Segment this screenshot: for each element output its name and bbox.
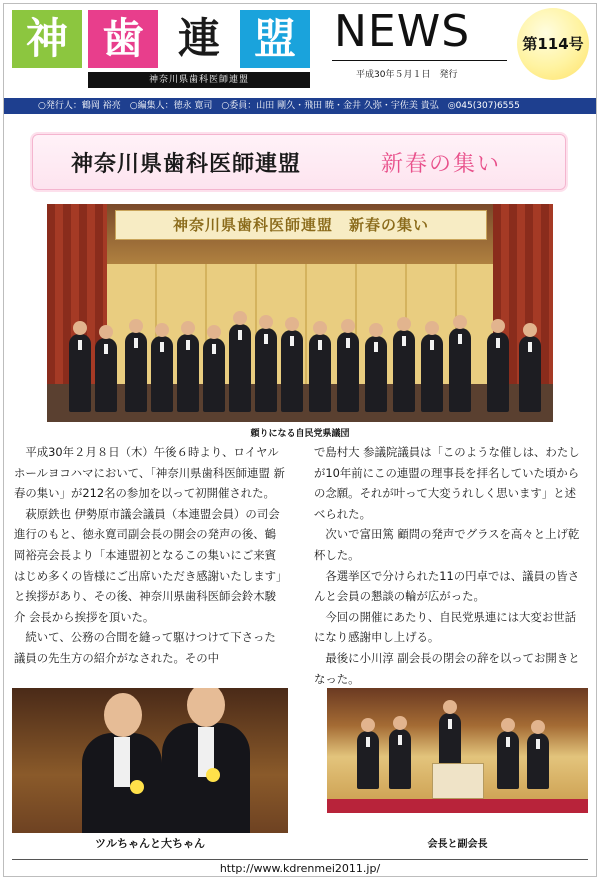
news-title: NEWS: [334, 6, 471, 57]
headline-subtitle: 新春の集い: [381, 152, 502, 177]
person-figure: [439, 713, 461, 769]
article-column-left: [14, 442, 286, 669]
logo-tile-4: 盟: [240, 10, 310, 68]
article-paragraph: 次いで富田篤 顧問の発声でグラスを高々と上げ乾杯した。: [314, 527, 580, 562]
person-figure: [309, 334, 331, 412]
issue-number-badge: 第114号: [517, 8, 589, 80]
person-figure: [487, 332, 509, 412]
person-figure: [82, 733, 162, 833]
newsletter-page: [3, 3, 597, 877]
person-figure: [527, 733, 549, 789]
masthead-subtitle: 神奈川県歯科医師連盟: [88, 72, 310, 88]
person-figure: [357, 731, 379, 789]
article-paragraph: 各選挙区で分けられた11の円卓では、議員の皆さんと会員の懇談の輪が広がった。: [314, 568, 580, 604]
photo-caption: ツルちゃんと大ちゃん: [95, 837, 205, 850]
main-event-photo: [47, 204, 553, 422]
article-paragraph: 続いて、公務の合間を縫って駆けつけて下さった議員の先生方の紹介がなされた。その中: [14, 630, 276, 665]
person-figure: [125, 332, 147, 412]
person-figure: [69, 334, 91, 412]
event-sign: 神奈川県歯科医師連盟 新春の集い: [115, 210, 487, 240]
footer-url[interactable]: http://www.kdrenmei2011.jp/: [219, 862, 381, 875]
article-paragraph: 最後に小川淳 副会長の閉会の辞を以ってお開きとなった。: [314, 650, 580, 686]
staff-credits-bar: ○発行人：鶴岡 裕亮 ○編集人：徳永 寛司 ○委員：山田 剛久・飛田 暁・金井 久弥・宇佐美 貴弘 ◎045(307)6555: [4, 98, 596, 114]
footer-rule: [12, 859, 588, 860]
headline-banner: [32, 134, 566, 190]
person-figure: [389, 729, 411, 789]
person-figure: [203, 338, 225, 412]
person-figure: [337, 332, 359, 412]
masthead-logo: [12, 10, 312, 68]
article-paragraph: で島村大 参議院議員は「このような催しは、わたしが10年前にこの連盟の理事長を拝名していた頃からの念願。それが叶って大変うれしく思います」と述べられた。: [314, 445, 580, 521]
person-figure: [151, 336, 173, 412]
person-figure: [497, 731, 519, 789]
article-paragraph: 萩原鉄也 伊勢原市議会議員（本連盟会員）の司会進行のもと、徳永寛司副会長の開会の発声の後、鶴岡裕亮会長より「本連盟初となるこの集いにご来賓はじめ多くの皆様にご出席いただき感謝いたします」と挨拶があり、その後、神奈川県歯科医師会鈴木駿介 会長から挨拶を頂いた。: [14, 506, 282, 624]
flower-corsage-icon: [130, 780, 144, 794]
headline-title: 神奈川県歯科医師連盟: [71, 151, 302, 177]
article-paragraph: 今回の開催にあたり、自民党県連には大変お世話になり感謝申し上げる。: [314, 609, 576, 645]
person-figure: [421, 334, 443, 412]
photo-two-men: [12, 688, 288, 833]
logo-tile-3: 連: [164, 10, 234, 68]
article-paragraph: 平成30年２月８日（木）午後６時より、ロイヤルホールヨコハマにおいて、「神奈川県歯科医師連盟 新春の集い」が212名の参加を以って初開催された。: [14, 445, 285, 501]
red-carpet: [327, 799, 588, 813]
person-figure: [393, 330, 415, 412]
person-figure: [365, 336, 387, 412]
news-underline: [332, 60, 507, 61]
logo-tile-2: 歯: [88, 10, 158, 68]
main-photo-caption: 頼りになる自民党県議団: [250, 429, 350, 439]
person-figure: [519, 336, 541, 412]
article-column-right: [314, 442, 586, 689]
photo-caption: 会長と副会長: [427, 839, 488, 850]
person-figure: [229, 324, 251, 412]
person-figure: [95, 338, 117, 412]
flower-corsage-icon: [206, 768, 220, 782]
person-figure: [177, 334, 199, 412]
logo-tile-1: 神: [12, 10, 82, 68]
person-figure: [281, 330, 303, 412]
person-figure: [255, 328, 277, 412]
podium: [432, 763, 484, 799]
photo-president-vice-president: [327, 688, 588, 813]
issue-date: 平成30年５月１日 発行: [356, 70, 458, 80]
person-figure: [449, 328, 471, 412]
